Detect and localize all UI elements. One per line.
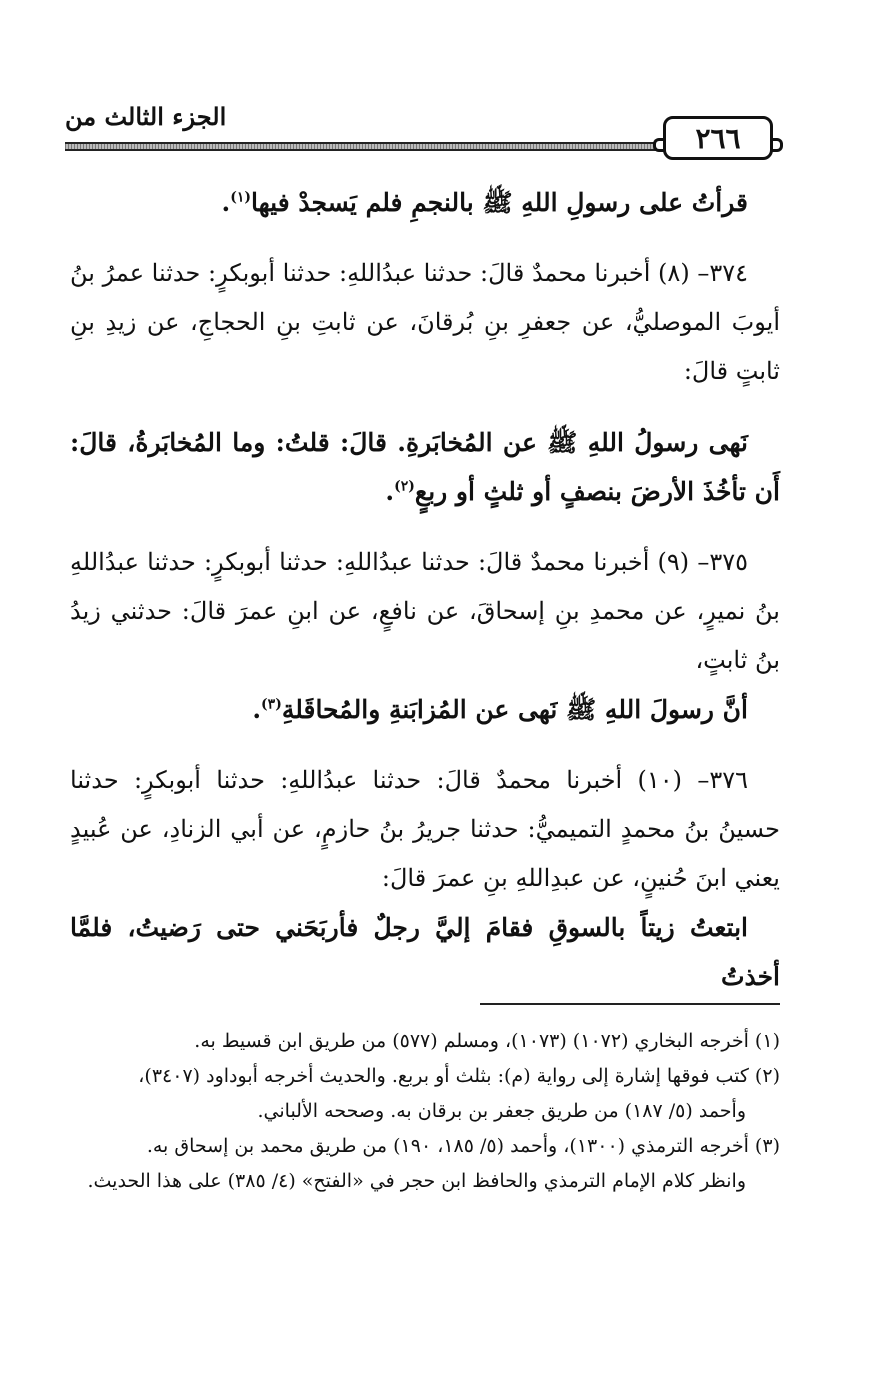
isnad-376-body: ٣٧٦– (١٠) أخبرنا محمدٌ قالَ: حدثنا عبدُاللهِ: حدثنا أبوبكرٍ: حدثنا حسينُ بنُ محمدٍ التميميُّ: حدثنا جريرُ بنُ حازمٍ، عن أبي الزنادِ، عن عُبيدٍ يعني ابنَ حُنينٍ، عن عبدِاللهِ بنِ عمرَ قالَ: <box>70 766 780 892</box>
footnote-separator <box>480 1003 780 1005</box>
hadith-text-4 <box>70 903 780 1001</box>
hadith-text-1: قرأتُ على رسولِ اللهِ ﷺ بالنجمِ فلم يَسجدْ فيها$^{(١)}$. <box>221 188 748 217</box>
footnotes <box>70 1024 780 1199</box>
running-title: الجزء الثالث من <box>65 102 227 131</box>
footnote-ref-3: (٣) <box>261 696 282 713</box>
hadith-text-3: أنَّ رسولَ اللهِ ﷺ نَهى عن المُزابَنةِ والمُحاقَلةِ$^{(٣)}$. <box>252 695 748 724</box>
footnote-3-continued: وانظر كلام الإمام الترمذي والحافظ ابن حجر في «الفتح» (٤/ ٣٨٥) على هذا الحديث. <box>87 1170 746 1192</box>
hadith-text-2-body: نَهى رسولُ اللهِ ﷺ عن المُخابَرةِ. قالَ: قلتُ: وما المُخابَرةُ، قالَ: أَن تأخُذَ الأرضَ بنصفٍ أو ثلثٍ أو ربعٍ <box>70 428 780 506</box>
isnad-375-body: ٣٧٥– (٩) أخبرنا محمدٌ قالَ: حدثنا عبدُاللهِ: حدثنا أبوبكرٍ: حدثنا عبدُاللهِ بنُ نميرٍ، عن محمدِ بنِ إسحاقَ، عن نافعٍ، عن ابنِ عمرَ قالَ: حدثني زيدُ بنُ ثابتٍ، <box>70 548 780 674</box>
page-number: ٢٦٦ <box>663 116 773 160</box>
footnote-3: (٣) أخرجه الترمذي (١٣٠٠)، وأحمد (٥/ ١٨٥، ١٩٠) من طريق محمد بن إسحاق به. <box>146 1135 780 1157</box>
footnote-2-continued: وأحمد (٥/ ١٨٧) من طريق جعفر بن برقان به. وصححه الألباني. <box>257 1100 746 1122</box>
isnad-375 <box>70 538 780 685</box>
hadith-text-2: نَهى رسولُ اللهِ ﷺ عن المُخابَرةِ. قالَ: قلتُ: وما المُخابَرةُ، قالَ: أَن تأخُذَ الأرضَ بنصفٍ أو ثلثٍ أو ربعٍ$^{(٢)}$. <box>70 428 780 506</box>
footnote-ref-1: (١) <box>230 189 252 206</box>
hadith-text-3-body: أنَّ رسولَ اللهِ ﷺ نَهى عن المُزابَنةِ والمُحاقَلةِ <box>281 695 748 724</box>
isnad-374-body: ٣٧٤– (٨) أخبرنا محمدٌ قالَ: حدثنا عبدُاللهِ: حدثنا أبوبكرٍ: حدثنا عمرُ بنُ أيوبَ الموصليُّ، عن جعفرِ بنِ بُرقانَ، عن ثابتِ بنِ الحجاجِ، عن زيدِ بنِ ثابتٍ قالَ: <box>70 259 780 385</box>
footnote-1: (١) أخرجه البخاري (١٠٧٢) (١٠٧٣)، ومسلم (٥٧٧) من طريق ابن قسيط به. <box>194 1030 780 1052</box>
footnote-ref-2: (٢) <box>394 478 415 495</box>
isnad-376 <box>70 756 780 903</box>
page-header <box>65 102 780 162</box>
main-text <box>70 178 780 1001</box>
hadith-text-1-body: قرأتُ على رسولِ اللهِ ﷺ بالنجمِ فلم يَسجدْ فيها <box>251 188 748 217</box>
isnad-374 <box>70 249 780 396</box>
hadith-text-4-body: ابتعتُ زيتاً بالسوقِ فقامَ إليَّ رجلٌ فأربَحَني حتى رَضيتُ، فلمَّا أخذتُ <box>70 913 780 991</box>
footnote-2: (٢) كتب فوقها إشارة إلى رواية (م): بثلث أو بربع. والحديث أخرجه أبوداود (٣٤٠٧)، <box>138 1065 780 1087</box>
